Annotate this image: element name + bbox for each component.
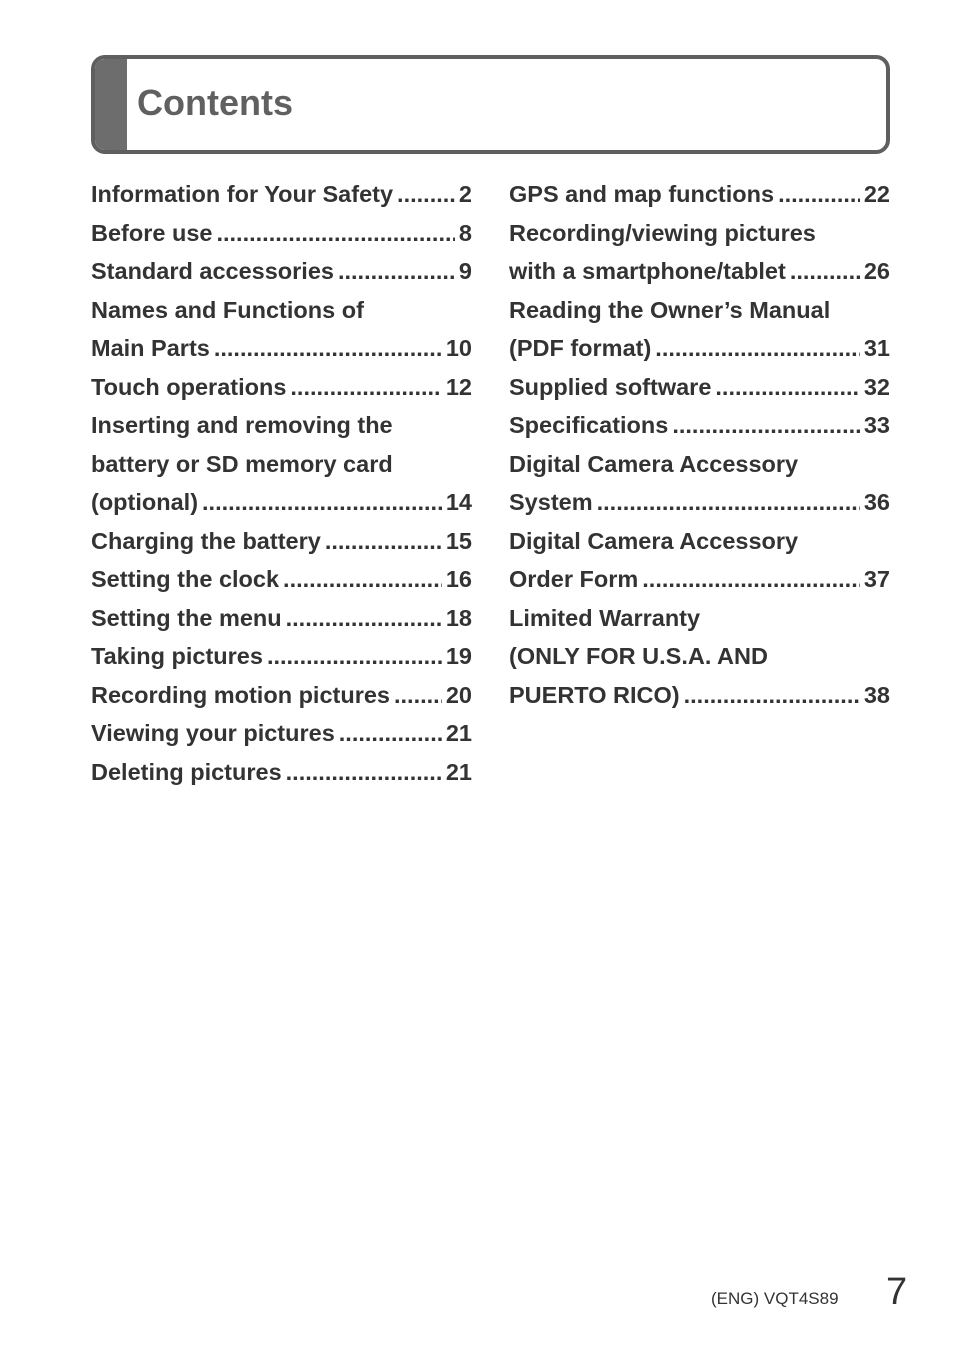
toc-page-number: 12 bbox=[445, 373, 472, 400]
toc-entry-line bbox=[509, 599, 890, 638]
dot-leader bbox=[202, 483, 442, 522]
toc-entry-line bbox=[509, 252, 890, 291]
toc-page-number: 9 bbox=[458, 258, 472, 284]
toc-entry-line bbox=[509, 175, 890, 214]
toc-entry bbox=[91, 522, 472, 561]
toc-entry-line bbox=[91, 676, 472, 715]
toc-entry-title: Recording/viewing pictures bbox=[509, 219, 816, 246]
toc-entry-title: Specifications bbox=[509, 412, 669, 438]
toc-entry-title: Limited Warranty bbox=[509, 604, 701, 631]
toc-page-number: 33 bbox=[863, 412, 890, 438]
dot-leader bbox=[286, 753, 442, 792]
toc-entry-line bbox=[91, 637, 472, 676]
dot-leader bbox=[267, 637, 442, 676]
toc-entry-line bbox=[91, 599, 472, 638]
toc-entry bbox=[509, 214, 890, 291]
toc-entry-line bbox=[91, 214, 472, 253]
toc-column-left bbox=[91, 175, 472, 791]
toc-page-number: 31 bbox=[863, 335, 890, 361]
toc-entry-title: (optional) bbox=[91, 489, 199, 515]
toc-page-number: 18 bbox=[445, 604, 472, 631]
dot-leader bbox=[684, 676, 860, 715]
toc-entry-title: (ONLY FOR U.S.A. AND bbox=[509, 643, 768, 669]
toc-entry-line bbox=[91, 175, 472, 214]
toc-entry-line bbox=[91, 714, 472, 753]
toc-page-number: 15 bbox=[445, 527, 472, 554]
toc-entry-title: Taking pictures bbox=[91, 643, 263, 669]
toc-page-number: 8 bbox=[458, 219, 472, 246]
toc-entry bbox=[91, 560, 472, 599]
toc-page-number: 22 bbox=[863, 181, 890, 207]
toc-entry-line bbox=[509, 637, 890, 676]
toc-page-number: 16 bbox=[445, 566, 472, 592]
toc-entry bbox=[509, 599, 890, 715]
toc-column-right bbox=[509, 175, 890, 714]
dot-leader bbox=[394, 676, 442, 715]
toc-entry-line bbox=[91, 522, 472, 561]
toc-entry-line bbox=[91, 368, 472, 407]
toc-entry-title: GPS and map functions bbox=[509, 181, 775, 207]
toc-entry-line bbox=[509, 676, 890, 715]
header-accent-bar bbox=[95, 59, 127, 150]
toc-entry-title: Main Parts bbox=[91, 335, 210, 361]
toc-entry-line bbox=[91, 252, 472, 291]
toc-entry-title: battery or SD memory card bbox=[91, 450, 393, 477]
dot-leader bbox=[338, 252, 455, 291]
toc-page-number: 2 bbox=[458, 181, 472, 207]
toc-entry-title: Deleting pictures bbox=[91, 758, 282, 785]
toc-entry-line bbox=[91, 753, 472, 792]
toc-entry-title: Order Form bbox=[509, 566, 639, 592]
toc-entry-title: Supplied software bbox=[509, 373, 712, 400]
document-code: (ENG) VQT4S89 bbox=[711, 1289, 839, 1308]
toc-page-number: 26 bbox=[863, 258, 890, 284]
dot-leader bbox=[715, 368, 859, 407]
toc-entry bbox=[91, 291, 472, 368]
dot-leader bbox=[214, 329, 442, 368]
dot-leader bbox=[216, 214, 454, 253]
toc-entry-title: with a smartphone/tablet bbox=[509, 258, 786, 284]
toc-entry bbox=[91, 599, 472, 638]
toc-entry-title: Reading the Owner’s Manual bbox=[509, 296, 831, 323]
toc-entry-title: Recording motion pictures bbox=[91, 681, 390, 708]
contents-header bbox=[91, 55, 890, 154]
toc-page-number: 37 bbox=[863, 566, 890, 592]
toc-entry-line bbox=[509, 214, 890, 253]
toc-entry-title: Standard accessories bbox=[91, 258, 334, 284]
toc-entry-title: System bbox=[509, 489, 593, 515]
toc-entry bbox=[91, 406, 472, 522]
dot-leader bbox=[397, 175, 455, 214]
toc-entry bbox=[509, 368, 890, 407]
toc-entry bbox=[509, 522, 890, 599]
toc-entry-line bbox=[509, 445, 890, 484]
toc-entry-line bbox=[509, 406, 890, 445]
dot-leader bbox=[672, 406, 860, 445]
toc-entry-line bbox=[91, 329, 472, 368]
toc-entry-line bbox=[509, 522, 890, 561]
toc-entry-line bbox=[91, 483, 472, 522]
toc-page-number: 32 bbox=[863, 373, 890, 400]
toc-entry-title: Names and Functions of bbox=[91, 296, 364, 323]
toc-entry-title: Charging the battery bbox=[91, 527, 321, 554]
toc-entry bbox=[91, 714, 472, 753]
toc-entry bbox=[91, 676, 472, 715]
toc-entry-line bbox=[509, 560, 890, 599]
toc-page-number: 36 bbox=[863, 489, 890, 515]
toc-entry bbox=[91, 175, 472, 214]
toc-page-number: 10 bbox=[445, 335, 472, 361]
toc-entry-title: Digital Camera Accessory bbox=[509, 450, 799, 477]
toc-page-number: 20 bbox=[445, 681, 472, 708]
dot-leader bbox=[339, 714, 442, 753]
dot-leader bbox=[597, 483, 860, 522]
page-title: Contents bbox=[137, 82, 293, 123]
toc-page-number: 21 bbox=[445, 720, 472, 746]
dot-leader bbox=[286, 599, 442, 638]
toc-entry-title: Digital Camera Accessory bbox=[509, 527, 799, 554]
toc-entry-line bbox=[91, 560, 472, 599]
toc-entry-line bbox=[509, 329, 890, 368]
toc-entry-line bbox=[91, 406, 472, 445]
dot-leader bbox=[790, 252, 860, 291]
toc-entry bbox=[91, 214, 472, 253]
toc-page-number: 19 bbox=[445, 643, 472, 669]
toc-entry bbox=[509, 406, 890, 445]
dot-leader bbox=[325, 522, 442, 561]
toc-entry bbox=[91, 637, 472, 676]
dot-leader bbox=[778, 175, 860, 214]
toc-page-number: 38 bbox=[863, 681, 890, 708]
toc-entry-title: Information for Your Safety bbox=[91, 181, 394, 207]
toc-entry-title: Inserting and removing the bbox=[91, 412, 393, 438]
toc-page-number: 21 bbox=[445, 758, 472, 785]
dot-leader bbox=[655, 329, 860, 368]
toc-entry-title: Before use bbox=[91, 219, 213, 246]
toc-entry-line bbox=[509, 291, 890, 330]
toc-entry-line bbox=[509, 483, 890, 522]
toc-entry-title: Touch operations bbox=[91, 373, 287, 400]
toc-entry-line bbox=[91, 291, 472, 330]
dot-leader bbox=[283, 560, 442, 599]
toc-entry-title: (PDF format) bbox=[509, 335, 652, 361]
toc-entry bbox=[509, 175, 890, 214]
toc-entry-title: Setting the clock bbox=[91, 566, 280, 592]
toc-entry-title: Viewing your pictures bbox=[91, 720, 335, 746]
toc-entry bbox=[509, 445, 890, 522]
dot-leader bbox=[290, 368, 441, 407]
toc-entry bbox=[91, 252, 472, 291]
page-number: 7 bbox=[886, 1271, 908, 1313]
toc-entry-title: Setting the menu bbox=[91, 604, 282, 631]
dot-leader bbox=[642, 560, 860, 599]
toc-page-number: 14 bbox=[445, 489, 472, 515]
toc-entry-line bbox=[509, 368, 890, 407]
toc-entry-title: PUERTO RICO) bbox=[509, 681, 680, 708]
toc-entry bbox=[91, 753, 472, 792]
toc-entry bbox=[91, 368, 472, 407]
toc-entry bbox=[509, 291, 890, 368]
toc-entry-line bbox=[91, 445, 472, 484]
